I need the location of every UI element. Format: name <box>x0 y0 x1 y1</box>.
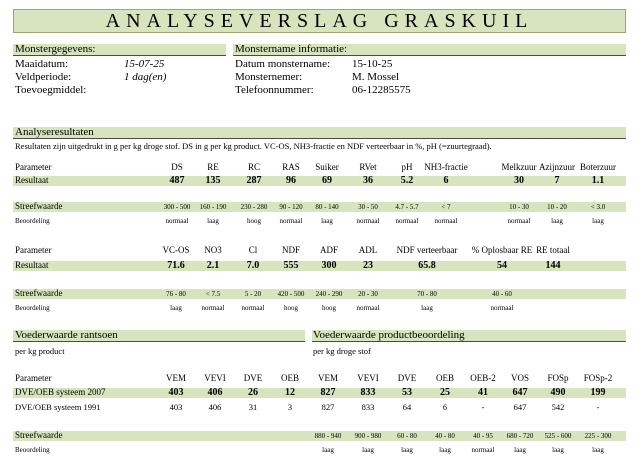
voeder-rating-cell: laag <box>401 446 413 454</box>
voeder-row2-label: DVE/OEB systeem 1991 <box>15 402 101 412</box>
voeder-col-header: VEVI <box>204 373 226 383</box>
voeder-sub-right: per kg droge stof <box>313 346 371 356</box>
voeder-target-cell: 525 - 600 <box>544 432 572 440</box>
t1-target-cell: 80 - 140 <box>315 203 339 211</box>
t1-parameter-label: Parameter <box>15 162 52 172</box>
t1-result-cell: 135 <box>205 175 221 186</box>
t1-rating-cell: laag <box>207 217 219 225</box>
t1-col-header: RE <box>207 162 219 172</box>
monstergegevens-header: Monstergegevens: <box>15 43 96 55</box>
t1-result-cell: 487 <box>169 175 185 186</box>
t2-rating-cell: hoog <box>322 304 336 312</box>
voeder-sub-left: per kg product <box>15 346 65 356</box>
veldperiode-value: 1 dag(en) <box>124 71 167 83</box>
t1-rating-cell: normaal <box>507 217 531 225</box>
t1-target-cell: 10 - 30 <box>509 203 529 211</box>
t2-col-header: VC-OS <box>162 245 190 255</box>
maaidatum-label: Maaidatum: <box>15 58 69 70</box>
t1-rating-cell: laag <box>551 217 563 225</box>
voeder-row1-cell: 12 <box>285 387 295 398</box>
t2-target-cell: 20 - 30 <box>358 290 378 298</box>
t2-result-cell: 300 <box>321 260 337 271</box>
t1-target-label: Streefwaarde <box>15 201 63 211</box>
t1-col-header: RVet <box>359 162 377 172</box>
voeder-row2-cell: - <box>481 402 485 412</box>
voeder-row1-cell: 41 <box>478 387 488 398</box>
voeder-row2-cell: 31 <box>248 402 258 412</box>
t1-result-row <box>13 176 626 186</box>
voeder-row1-cell: 403 <box>168 387 184 398</box>
voeder-row2-cell: 403 <box>169 402 183 412</box>
voeder-row1-cell: 833 <box>360 387 376 398</box>
t1-col-header: Boterzuur <box>580 162 616 172</box>
voeder-rating-cell: laag <box>362 446 374 454</box>
telefoonnummer-value: 06-12285575 <box>352 84 411 96</box>
t2-target-cell: 240 - 290 <box>315 290 343 298</box>
t2-target-cell: < 7.5 <box>205 290 221 298</box>
veldperiode-label: Veldperiode: <box>15 71 72 83</box>
t1-target-cell: 160 - 190 <box>199 203 227 211</box>
voeder-row1-cell: 199 <box>590 387 606 398</box>
voeder-col-header: DVE <box>397 373 417 383</box>
t1-rating-cell: normaal <box>356 217 380 225</box>
voeder-col-header: VEM <box>166 373 186 383</box>
voeder-row2-cell: 833 <box>361 402 375 412</box>
t2-parameter-label: Parameter <box>15 245 52 255</box>
divider <box>233 55 626 56</box>
t1-rating-cell: normaal <box>165 217 189 225</box>
t1-col-header: Suiker <box>315 162 339 172</box>
t2-col-header: RE totaal <box>536 245 570 255</box>
voeder-row1-cell: 53 <box>402 387 412 398</box>
t1-col-header: DS <box>171 162 183 172</box>
t1-result-cell: 30 <box>514 175 524 186</box>
telefoonnummer-label: Telefoonnummer: <box>235 84 314 96</box>
t2-rating-label: Beoordeling <box>15 304 50 312</box>
monsternemer-value: M. Mossel <box>352 71 400 83</box>
voeder-row1-cell: 26 <box>248 387 258 398</box>
t1-target-cell: < 7 <box>441 203 451 211</box>
voeder-row1-label: DVE/OEB systeem 2007 <box>15 387 106 397</box>
t1-target-cell: 4.7 - 5.7 <box>395 203 419 211</box>
t2-rating-cell: hoog <box>284 304 298 312</box>
voeder-col-header: OEB <box>436 373 454 383</box>
t1-result-cell: 69 <box>322 175 332 186</box>
voeder-target-cell: 880 - 940 <box>314 432 342 440</box>
t2-result-label: Resultaat <box>15 260 49 270</box>
voeder-target-cell: 60 - 80 <box>397 432 417 440</box>
voeder-row2-cell: 647 <box>513 402 527 412</box>
analyse-note: Resultaten zijn uitgedrukt in g per kg droge stof. DS in g per kg product. VC-OS, NH3-fractie en NDF verteerbaar in %, pH (=zuurtegraad). <box>15 141 492 151</box>
t2-target-cell: 70 - 80 <box>417 290 437 298</box>
voeder-col-header: VOS <box>510 373 530 383</box>
voeder-row2-cell: 6 <box>442 402 448 412</box>
t1-result-cell: 6 <box>443 175 449 186</box>
voeder-col-header: OEB-2 <box>470 373 496 383</box>
t1-rating-cell: normaal <box>434 217 458 225</box>
t1-result-cell: 36 <box>363 175 373 186</box>
t2-target-cell: 40 - 60 <box>492 290 512 298</box>
t2-result-cell: 65.8 <box>418 260 436 271</box>
t1-result-cell: 1.1 <box>591 175 605 186</box>
t2-rating-cell: normaal <box>201 304 225 312</box>
t2-rating-cell: normaal <box>356 304 380 312</box>
t2-result-cell: 144 <box>545 260 561 271</box>
voeder-col-header: DVE <box>243 373 263 383</box>
t2-result-cell: 71.6 <box>167 260 185 271</box>
voeder-target-cell: 225 - 300 <box>584 432 612 440</box>
t2-result-cell: 7.0 <box>246 260 260 271</box>
t2-col-header: NDF verteerbaar <box>396 245 458 255</box>
voeder-row1-cell: 490 <box>550 387 566 398</box>
voeder-target-label: Streefwaarde <box>15 430 63 440</box>
analyse-header: Analyseresultaten <box>15 126 94 138</box>
voeder-row1-cell: 406 <box>207 387 223 398</box>
voeder-col-header: VEM <box>318 373 338 383</box>
voeder-rating-cell: laag <box>439 446 451 454</box>
datum-monstername-value: 15-10-25 <box>352 58 393 70</box>
voeder-target-cell: 40 - 80 <box>435 432 455 440</box>
monstername-header: Monstername informatie: <box>235 43 348 55</box>
t2-col-header: NDF <box>281 245 301 255</box>
t1-target-cell: 300 - 500 <box>163 203 191 211</box>
t2-target-label: Streefwaarde <box>15 288 63 298</box>
t1-result-cell: 5.2 <box>400 175 414 186</box>
voeder-row2-cell: 3 <box>287 402 293 412</box>
voeder-target-cell: 680 - 720 <box>506 432 534 440</box>
t2-target-cell: 76 - 80 <box>166 290 186 298</box>
t2-result-cell: 555 <box>283 260 299 271</box>
t2-result-row <box>13 261 626 271</box>
t1-rating-label: Beoordeling <box>15 217 50 225</box>
divider <box>312 341 626 342</box>
voeder-row2-cell: 64 <box>402 402 412 412</box>
t1-rating-cell: hoog <box>247 217 261 225</box>
voeder-row1-cell: 25 <box>440 387 450 398</box>
voeder-row1-cell: 647 <box>512 387 528 398</box>
voeder-row2-cell: 542 <box>551 402 565 412</box>
monsternemer-label: Monsternemer: <box>235 71 303 83</box>
divider <box>13 138 626 139</box>
divider <box>13 55 226 56</box>
t1-target-cell: 30 - 50 <box>358 203 378 211</box>
voeder-col-header: FOSp <box>547 373 569 383</box>
toevoegmiddel-label: Toevoegmiddel: <box>15 84 87 96</box>
t1-result-label: Resultaat <box>15 175 49 185</box>
t1-col-header: NH3-fractie <box>424 162 468 172</box>
maaidatum-value: 15-07-25 <box>124 58 165 70</box>
voeder-rating-cell: laag <box>592 446 604 454</box>
t1-target-cell: 10 - 20 <box>547 203 567 211</box>
voeder-rating-cell: normaal <box>471 446 495 454</box>
voeder-rantsoen-header: Voederwaarde rantsoen <box>15 329 118 341</box>
datum-monstername-label: Datum monstername: <box>235 58 331 70</box>
t1-result-cell: 287 <box>246 175 262 186</box>
t2-col-header: NO3 <box>204 245 222 255</box>
voeder-row2-cell: 827 <box>321 402 335 412</box>
t1-col-header: Azijnzuur <box>539 162 575 172</box>
voeder-rating-cell: laag <box>322 446 334 454</box>
analyse-band <box>13 127 626 138</box>
t2-col-header: Cl <box>248 245 258 255</box>
t2-col-header: ADL <box>358 245 378 255</box>
voeder-col-header: FOSp-2 <box>583 373 613 383</box>
t1-rating-cell: laag <box>321 217 333 225</box>
t1-result-cell: 96 <box>286 175 296 186</box>
t1-target-cell: 90 - 120 <box>279 203 303 211</box>
t1-target-cell: < 3.0 <box>590 203 606 211</box>
divider <box>13 341 305 342</box>
voeder-col-header: OEB <box>281 373 299 383</box>
t1-rating-cell: normaal <box>395 217 419 225</box>
voeder-product-header: Voederwaarde productbeoordeling <box>313 329 465 341</box>
t1-col-header: RC <box>247 162 261 172</box>
voeder-target-cell: 40 - 95 <box>473 432 493 440</box>
t2-rating-cell: laag <box>421 304 433 312</box>
t1-col-header: RAS <box>282 162 300 172</box>
t2-result-cell: 2.1 <box>206 260 220 271</box>
t1-target-cell: 230 - 280 <box>240 203 268 211</box>
t1-col-header: pH <box>401 162 413 172</box>
voeder-parameter-label: Parameter <box>15 373 52 383</box>
voeder-row1-cell: 827 <box>320 387 336 398</box>
report-title: ANALYSEVERSLAG GRASKUIL <box>13 9 626 33</box>
t1-rating-cell: normaal <box>279 217 303 225</box>
t2-rating-cell: laag <box>170 304 182 312</box>
t2-result-cell: 23 <box>363 260 373 271</box>
t2-rating-cell: normaal <box>241 304 265 312</box>
voeder-rating-cell: laag <box>514 446 526 454</box>
voeder-target-cell: 900 - 980 <box>354 432 382 440</box>
voeder-rating-label: Beoordeling <box>15 446 50 454</box>
t2-col-header: ADF <box>319 245 339 255</box>
t2-target-cell: 420 - 500 <box>277 290 305 298</box>
t1-col-header: Melkzuur <box>501 162 537 172</box>
voeder-col-header: VEVI <box>357 373 379 383</box>
t2-result-cell: 54 <box>497 260 507 271</box>
t1-rating-cell: laag <box>592 217 604 225</box>
t1-result-cell: 7 <box>554 175 560 186</box>
t2-target-cell: 5 - 20 <box>244 290 262 298</box>
voeder-rating-cell: laag <box>552 446 564 454</box>
t2-col-header: % Oplosbaar RE <box>471 245 533 255</box>
voeder-row2-cell: 406 <box>208 402 222 412</box>
voeder-row2-cell: - <box>596 402 600 412</box>
t2-rating-cell: normaal <box>490 304 514 312</box>
